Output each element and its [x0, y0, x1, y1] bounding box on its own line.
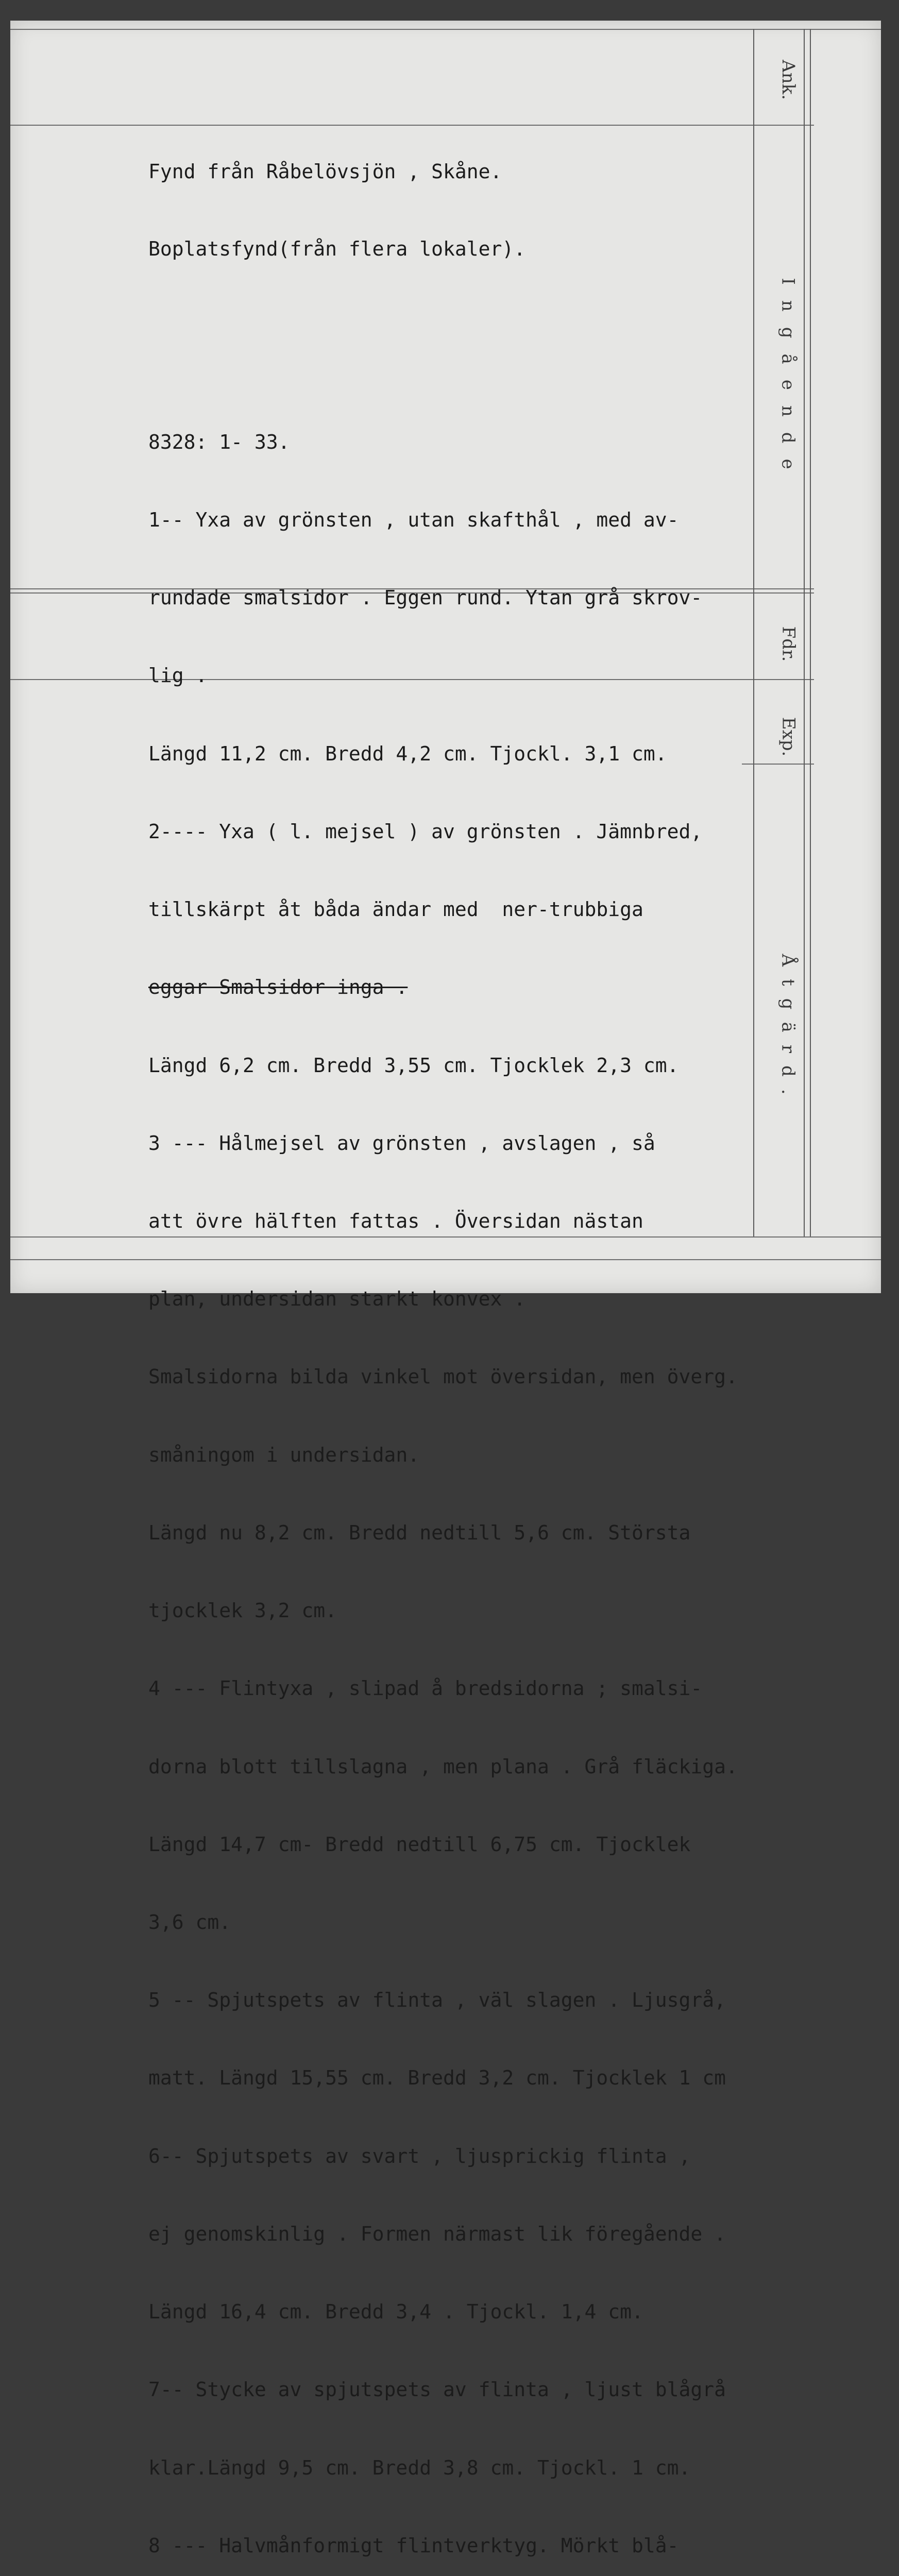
catalog-number: 8328: 1- 33. — [148, 430, 290, 453]
entry-line: 5 -- Spjutspets av flinta , väl slagen . Ljusgrå, — [148, 1989, 726, 2012]
fdr-label: Fdr. — [778, 626, 799, 662]
right-column-line-2 — [804, 29, 805, 1236]
right-column-line-3 — [810, 29, 811, 1236]
entry-line: rundade smalsidor . Eggen rund. Ytan grå skrov- — [148, 586, 703, 609]
ingaende-label: Ingående — [778, 278, 799, 485]
entry-line: 3 --- Hålmejsel av grönsten , avslagen , så — [148, 1131, 655, 1155]
entry-line: 8 --- Halvmånformigt flintverktyg. Mörkt blå- — [148, 2534, 679, 2557]
entry-line: lig . — [148, 664, 208, 687]
header-line-2: Boplatsfynd(från flera lokaler). — [148, 238, 526, 260]
entry-line: 3,6 cm. — [148, 1910, 231, 1934]
header-line-1: Fynd från Råbelövsjön , Skåne. — [148, 160, 502, 183]
card-body — [148, 377, 738, 2576]
entry-line: 7-- Stycke av spjutspets av flinta , ljust blågrå — [148, 2378, 726, 2401]
entry-line: att övre hälften fattas . Översidan nästan — [148, 1210, 643, 1232]
entry-line: Smalsidorna bilda vinkel mot översidan, men överg. — [148, 1365, 738, 1388]
entry-line: plan, undersidan starkt konvex . — [148, 1287, 526, 1311]
entry-line: Längd 14,7 cm- Bredd nedtill 6,75 cm. Tjocklek — [148, 1833, 691, 1856]
entry-line: Längd 11,2 cm. Bredd 4,2 cm. Tjockl. 3,1 cm. — [148, 742, 667, 765]
atgard-label: Åtgärd. — [778, 954, 799, 1107]
top-border — [10, 29, 881, 30]
entry-line-struck: eggar Smalsidor inga . — [148, 976, 408, 999]
entry-line: tillskärpt åt båda ändar med ner-trubbiga — [148, 898, 643, 921]
entry-line: ej genomskinlig . Formen närmast lik föregående . — [148, 2222, 726, 2245]
ank-label: Ank. — [778, 60, 799, 100]
entry-line: småningom i undersidan. — [148, 1443, 420, 1466]
entry-line: matt. Längd 15,55 cm. Bredd 3,2 cm. Tjocklek 1 cm — [148, 2066, 726, 2090]
entry-line: 6-- Spjutspets av svart , ljusprickig flinta , — [148, 2144, 691, 2167]
entry-line: tjocklek 3,2 cm. — [148, 1599, 337, 1622]
entry-line: Längd 6,2 cm. Bredd 3,55 cm. Tjocklek 2,3 cm. — [148, 1054, 679, 1077]
entry-line: klar.Längd 9,5 cm. Bredd 3,8 cm. Tjockl. 1 cm. — [148, 2456, 691, 2479]
entry-line: 4 --- Flintyxa , slipad å bredsidorna ; smalsi- — [148, 1677, 703, 1700]
entry-line: dorna blott tillslagna , men plana . Grå fläckiga. — [148, 1755, 738, 1778]
entry-line: 1-- Yxa av grönsten , utan skafthål , med av- — [148, 509, 679, 532]
card-header — [148, 107, 525, 287]
entry-line: Längd nu 8,2 cm. Bredd nedtill 5,6 cm. Största — [148, 1521, 691, 1544]
entry-line: Längd 16,4 cm. Bredd 3,4 . Tjockl. 1,4 cm. — [148, 2300, 643, 2324]
exp-label: Exp. — [778, 717, 799, 757]
entry-line: 2---- Yxa ( l. mejsel ) av grönsten . Jämnbred, — [148, 820, 703, 843]
right-column-line-1 — [753, 29, 754, 1236]
